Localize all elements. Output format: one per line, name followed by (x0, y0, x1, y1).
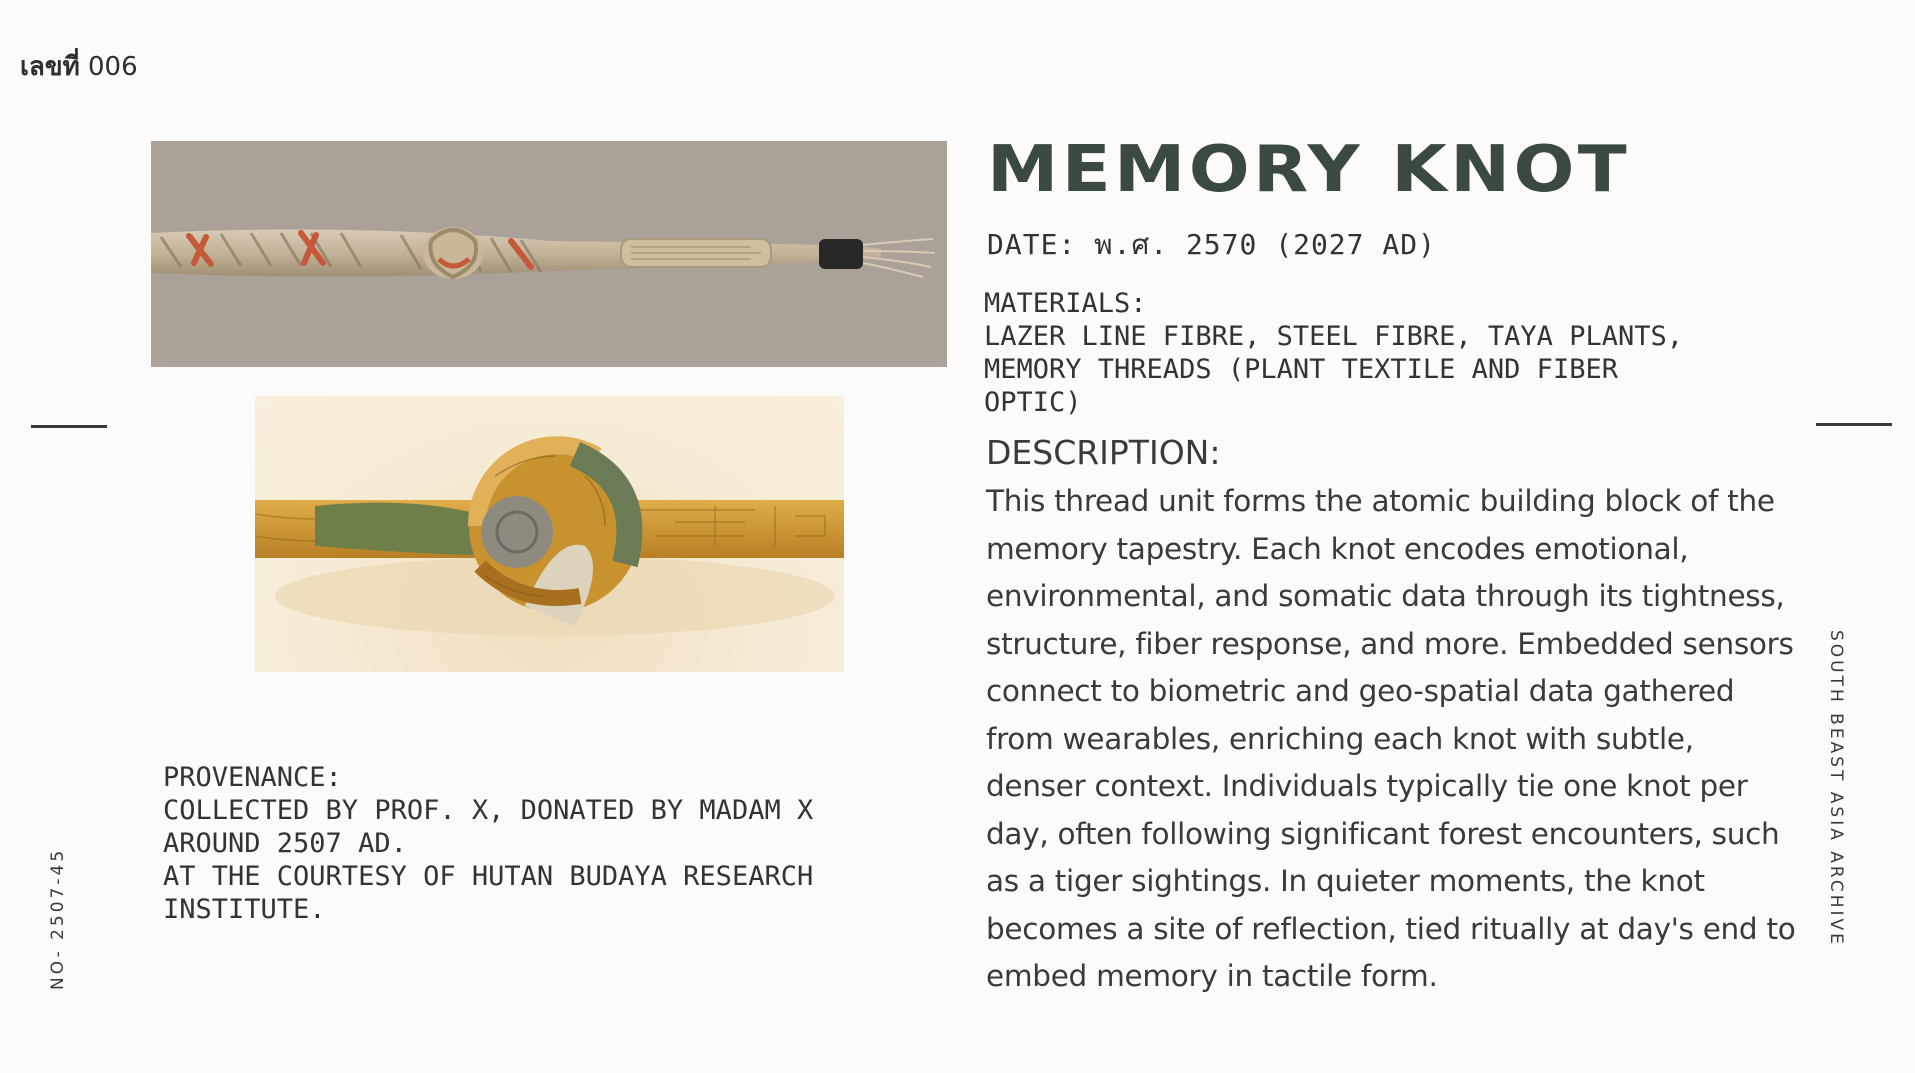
description-line: embed memory in tactile form. (986, 959, 1438, 993)
description-line: becomes a site of reflection, tied ritually at day's end to (986, 911, 1796, 946)
materials-line: LAZER LINE FIBRE, STEEL FIBRE, TAYA PLANTS, (984, 321, 1683, 352)
archive-name-label: SOUTH BEAST ASIA ARCHIVE (1826, 630, 1846, 947)
date-line: DATE: พ.ศ. 2570 (2027 AD) (987, 228, 1436, 261)
knot-illustration-image (255, 396, 844, 672)
description-line: from wearables, enriching each knot with subtle, (986, 721, 1694, 756)
description-line: day, often following significant forest encounters, such (986, 816, 1780, 851)
provenance-line: COLLECTED BY PROF. X, DONATED BY MADAM X (163, 795, 814, 826)
description-line: structure, fiber response, and more. Embedded sensors (986, 626, 1794, 661)
description-line: memory tapestry. Each knot encodes emotional, (986, 531, 1689, 566)
description-line: This thread unit forms the atomic building block of the (986, 484, 1775, 518)
description-body (986, 478, 1816, 1001)
side-code-label: NO- 2507-45 (48, 847, 68, 990)
description-line: as a tiger sightings. In quieter moments, the knot (986, 864, 1705, 898)
materials-line: MEMORY THREADS (PLANT TEXTILE AND FIBER (984, 354, 1618, 385)
provenance-line: INSTITUTE. (163, 894, 326, 925)
description-line: connect to biometric and geo-spatial data gathered (986, 674, 1735, 708)
materials-block (984, 287, 1683, 419)
materials-line: OPTIC) (984, 387, 1082, 418)
braided-cord-image (151, 141, 947, 367)
description-line: environmental, and somatic data through its tightness, (986, 579, 1785, 613)
catalog-number (20, 46, 138, 87)
provenance-line: AT THE COURTESY OF HUTAN BUDAYA RESEARCH (163, 861, 814, 892)
description-label: DESCRIPTION: (986, 433, 1221, 472)
page-title: MEMORY KNOT (987, 133, 1631, 207)
provenance-line: AROUND 2507 AD. (163, 828, 407, 859)
materials-label: MATERIALS: (984, 288, 1147, 319)
provenance-block (163, 761, 813, 926)
left-divider (31, 425, 107, 428)
description-line: denser context. Individuals typically tie one knot per (986, 769, 1748, 803)
right-divider (1816, 423, 1892, 426)
provenance-label: PROVENANCE: (163, 762, 342, 793)
catalog-number-value: 006 (88, 52, 138, 82)
catalog-number-label: เลขที่ (20, 52, 80, 82)
